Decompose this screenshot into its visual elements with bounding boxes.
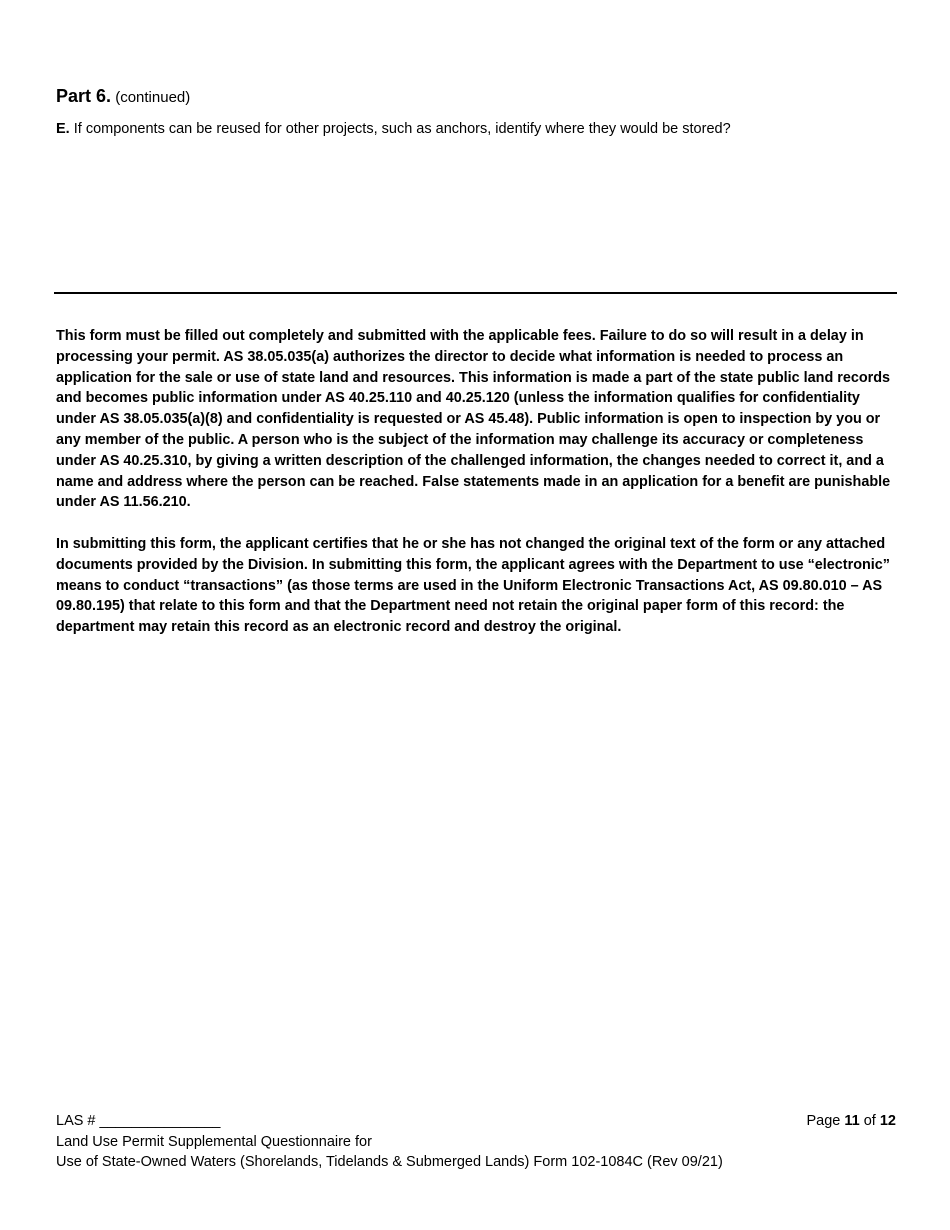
part-suffix: (continued) bbox=[115, 89, 191, 106]
question-e bbox=[56, 121, 896, 137]
page-footer bbox=[56, 1111, 896, 1173]
question-letter: E. bbox=[56, 121, 70, 137]
page-prefix: Page bbox=[806, 1113, 841, 1129]
question-text: If components can be reused for other projects, such as anchors, identify where they would be stored? bbox=[73, 121, 731, 137]
footer-top-row bbox=[56, 1111, 896, 1132]
notice-electronic-transactions: In submitting this form, the applicant certifies that he or she has not changed the original text of the form or any attached documents provided by the Division. In submitting this form, the applicant agrees with the Department to use “electronic” means to conduct “transactions” (as those terms are used in the Uniform Electronic Transactions Act, AS 09.80.010 – AS 09.80.195) that relate to this form and that the Department need not retain the original paper form of this record: the department may retain this record as an electronic record and destroy the original. bbox=[56, 536, 890, 636]
form-title-line-2: Use of State-Owned Waters (Shorelands, Tidelands & Submerged Lands) Form 102-1084C (Rev 09/21) bbox=[56, 1154, 723, 1170]
answer-area-e[interactable] bbox=[56, 146, 896, 286]
notice-public-information: This form must be filled out completely and submitted with the applicable fees. Failure to do so will result in a delay in processing your permit. AS 38.05.035(a) authorizes the director to decide what information is needed to process an application for the sale or use of state land and resources. This information is made a part of the state public land records and becomes public information under AS 40.25.110 and 40.25.120 (unless the information qualifies for confidentiality under AS 38.05.035(a)(8) and confidentiality is requested or AS 45.48). Public information is open to inspection by you or any member of the public. A person who is the subject of the information may challenge its accuracy or completeness under AS 40.25.310, by giving a written description of the challenged information, the changes needed to correct it, and a name and address where the person can be reached. False statements made in an application for a benefit are punishable under AS 11.56.210. bbox=[56, 328, 891, 511]
page-of: of bbox=[863, 1113, 876, 1129]
las-number-field: LAS # _______________ bbox=[56, 1113, 221, 1129]
page-total: 12 bbox=[879, 1113, 896, 1129]
page-current: 11 bbox=[844, 1113, 860, 1129]
section-divider bbox=[54, 292, 897, 294]
part-heading bbox=[56, 86, 190, 107]
part-label: Part 6. bbox=[56, 86, 112, 106]
page-number bbox=[806, 1111, 896, 1132]
form-title-line-1: Land Use Permit Supplemental Questionnaire for bbox=[56, 1133, 372, 1150]
